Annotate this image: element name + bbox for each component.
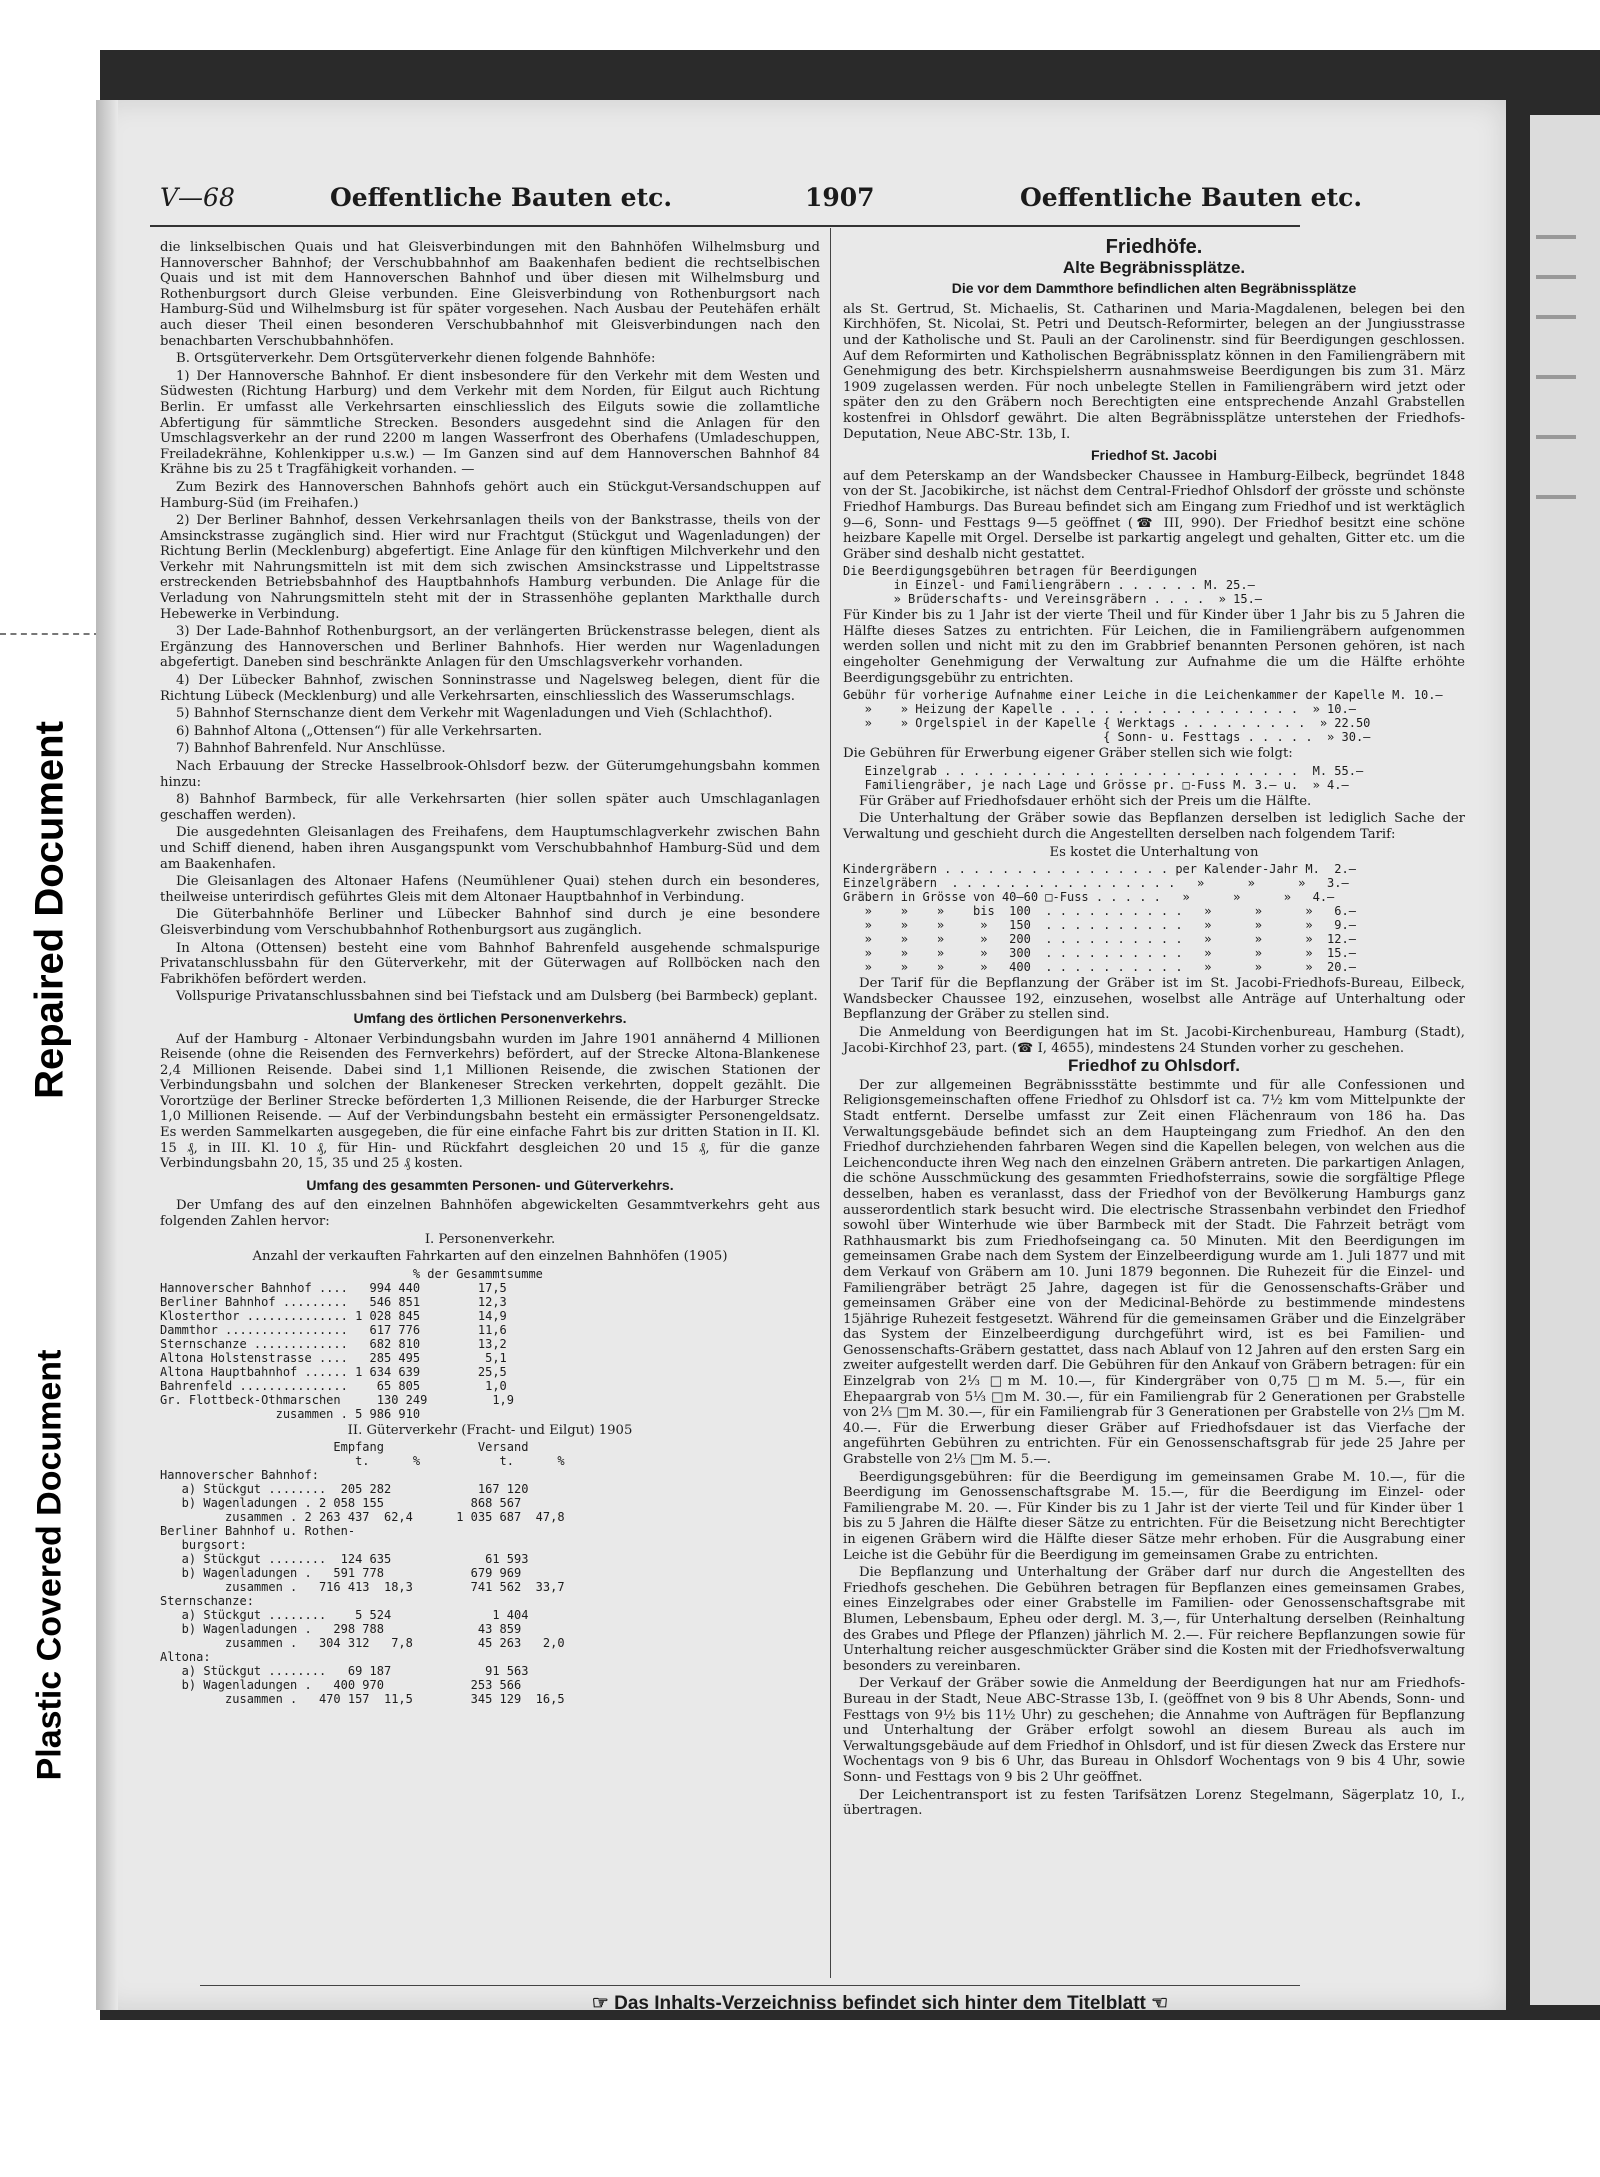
paragraph: Der zur allgemeinen Begräbnissstätte bestimmte und für alle Confessionen und Religionsgemeinschaften offene Friedhof zu Ohlsdorf ist ca. 7½ km vom Mittelpunkte der Stadt entfernt. Derselbe umfasst zur Zeit einen Flächenraum von 186 ha. Das Verwaltungsgebäude befindet sich an dem Haupteingang zum Friedhof. An den den Friedhof durchziehenden fahrbaren Wegen sind die Kapellen belegen, von welchen aus die Leichenconducte ihren Weg nach den einzelnen Gräbern antreten. Die parkartigen Anlagen, die schöne Ausschmückung des gesammten Friedhofsterrains, sowie die sorgfältige Pflege desselben, haben es veranlasst, dass der Friedhof von der Bevölkerung Hamburgs ganz ausserordentlich stark besucht wird. Die electrische Strassenbahn verbindet den Friedhof sowohl über Winterhude wie über Barmbeck mit der Stadt. Die Fahrzeit beträgt vom Rathhausmarkt bis zum Friedhofseingang ca. 50 Minuten. Mit den Beerdigungen im gemeinsamen Grabe nach dem System der Einzelbeerdigung wurde am 1. Juli 1877 und mit dem Verkauf von Gräbern am 10. Juni 1879 begonnen. Die Ruhezeit für die Einzel- und Familiengräber beträgt 25 Jahre, dagegen ist für die Genossenschafts-Gräber und gemeinsamen Gräber eine von der Medicinal-Behörde zu bestimmende mindestens 15jährige Ruhezeit festgesetzt. Während für die gemeinsamen Gräber und die Einzelgräber das System der Einzelbeerdigung durchgeführt wird, ist es bei Familien- und Genossenschafts-Gräbern gestattet, dass nach Ablauf von 12 Jahren auf den ersten Sarg ein zweiter aufgestellt werden darf. Die Gebühren für den Ankauf von Gräbern betragen: für ein Einzelgrab von 2⅓ □m M. 10.—, für Kindergräber von 0,75 □m M. 5.—, für ein Ehepaargrab von 5⅓ □m M. 30.—, für ein Familiengrab für 2 Generationen per Grabstelle von 2⅓ □m M. 30.—, für ein Familiengrab für 3 Generationen per Grabstelle von 2⅓ □m M. 40.—. Für die Erwerbung dieser Gräber auf Friedhofsdauer ist das Vierfache der angeführten Gebühren zu entrichten. Für ein Genossenschaftsgrab für jede 25 Jahre per Grabstelle von 2⅓ □m M. 5.—.	[843, 1077, 1465, 1468]
grave-purchase-fees: Einzelgrab . . . . . . . . . . . . . . . . . . . . . . . . . M. 55.— Familiengräber, je nach Lage und Grösse pr. □-Fuss M. 3.— u. » 4.—	[864, 763, 1364, 792]
paragraph: Für Kinder bis zu 1 Jahr ist der vierte Theil und für Kinder über 1 Jahr bis zu 5 Jahren die Hälfte dieses Satzes zu entrichten. Für Leichen, die in Familiengräbern aufgenommen werden sollen und nicht mit zu den im Grabbrief benannten Personen gehören, ist nach eingeholter Genehmigung der Verwaltung zur Aufnahme die um die Hälfte erhöhte Beerdigungsgebühr zu entrichten.	[843, 608, 1465, 686]
paragraph: Der Verkauf der Gräber sowie die Anmeldung der Beerdigungen hat nur am Friedhofs-Bureau in der Stadt, Neue ABC-Strasse 13b, I. (geöffnet von 9 bis 8 Uhr Abends, Sonn- und Festtags von 9½ bis 11½ Uhr) zu geschehen; die Annahme von Aufträgen für Bepflanzung und Unterhaltung der Gräber erfolgt sowohl an diesem Bureau als auch im Verwaltungsgebäude auf dem Friedhof in Ohlsdorf, und ist für diesen Zweck das Erstere nur Wochentags von 9 bis 6 Uhr, das Bureau in Ohlsdorf Wochentags von 9 bis 4 Uhr, sowie Sonn- und Festtags von 9 bis 2 Uhr geöffnet.	[843, 1676, 1465, 1785]
paragraph: Zum Bezirk des Hannoverschen Bahnhofs gehört auch ein Stückgut-Versandschuppen auf Hamburg-Süd (im Freihafen.)	[160, 479, 820, 511]
repaired-document-label: Repaired Document	[27, 721, 72, 1099]
chapel-fee-list: Gebühr für vorherige Aufnahme einer Leiche in die Leichenkammer der Kapelle M. 10.— » » Heizung der Kapelle . . . . . . . . . . . . . . . . . » 10.— » » Orgelspiel in der Kapelle { Werktags . . . . . . . . . » 22.50 { Sonn- u. Festtags . . . . . » 30.—	[843, 688, 1443, 745]
paragraph: 7) Bahnhof Bahrenfeld. Nur Anschlüsse.	[176, 741, 446, 757]
paragraph: Die Güterbahnhöfe Berliner und Lübecker Bahnhof sind durch je eine besondere Gleisverbindung vom Verschubbahnhof Rothenburgsort aus zugänglich.	[160, 907, 820, 938]
table-title: I. Personenverkehr.	[424, 1231, 556, 1247]
paragraph: Der Leichentransport ist zu festen Tarifsätzen Lorenz Stegelmann, Sägerplatz 10, I., übertragen.	[843, 1787, 1465, 1819]
page-gutter-shade	[96, 100, 118, 2010]
section-heading: Friedhof St. Jacobi	[1090, 447, 1217, 464]
paragraph: Der Tarif für die Bepflanzung der Gräber ist im St. Jacobi-Friedhofs-Bureau, Eilbeck, Wandsbecker Chaussee 192, einzusehen, woselbst alle Anträge auf Unterhaltung oder Bepflanzung der Gräber zu stellen sind.	[843, 976, 1465, 1023]
paragraph: In Altona (Ottensen) besteht eine vom Bahnhof Bahrenfeld ausgehende schmalspurige Privatanschlussbahn für den Güterverkehr, mit der Güterwagen auf Rollböcken nach den Fabrikhöfen befördert werden.	[160, 940, 820, 987]
paragraph: Beerdigungsgebühren: für die Beerdigung im gemeinsamen Grabe M. 10.—, für die Beerdigung im Genossenschaftsgrabe M. 15.—, für die Beerdigung im Einzel- oder Familiengrabe M. 20. —. Für Kinder bis zu 1 Jahr ist der vierte Teil und für Kinder über 1 bis zu 5 Jahren die Hälfte dieser Sätze zu entrichten. Für die Beisetzung nicht Berechtigter in eigenen Gräbern wird die Hälfte dieser Sätze mehr erhoben. Für die Ausgrabung einer Leiche ist die Gebühr für die Beerdigung im gemeinsamen Grabe zu entrichten.	[843, 1469, 1465, 1563]
paragraph: Vollspurige Privatanschlussbahnen sind bei Tiefstack und am Dulsberg (bei Barmbeck) geplant.	[176, 989, 818, 1005]
table-title: II. Güterverkehr (Fracht- und Eilgut) 1905	[347, 1422, 633, 1438]
maintenance-tariff-table: Kindergräbern . . . . . . . . . . . . . . . . per Kalender-Jahr M. 2.— Einzelgräbern . . . . . . . . . . . . . . . . » » » 3.— Gräbern in Grösse von 40—60 □-Fuss . . . . . » » » 4.— » » » bis 100 . . . . . . . . . . » » » 6.— » » » » 150 . . . . . . . . . . » » » 9.— » » » » 200 . . . . . . . . . . » » » 12.— » » » » 300 . . . . . . . . . . » » » 15.— » » » » 400 . . . . . . . . . . » » » 20.—	[843, 862, 1356, 975]
jacobi-fee-list: Die Beerdigungsgebühren betragen für Beerdigungen in Einzel- und Familiengräbern . . . . . . M. 25.— » Brüderschafts- und Vereinsgräbern . . . . » 15.—	[843, 564, 1263, 607]
paragraph: die linkselbischen Quais und hat Gleisverbindungen mit den Bahnhöfen Wilhelmsburg und Hannoverscher Bahnhof; der Verschubbahnhof am Baakenhafen bedient die rechtselbischen Quais und ist mit dem Hannoverschen Bahnhof und über diesen mit Wilhelmsburg und Rothenburgsort durch Gleise verbunden. Eine Gleisverbindung von Rothenburgsort nach Hamburg-Süd und Wilhelmsburg ist für später vorgesehen. Nach Ausbau der Peutehäfen erhält auch dieser Theil einen besonderen Verschubbahnhof mit Gleisverbindungen nach den benachbarten Verschubbahnhöfen.	[160, 240, 820, 349]
paragraph: 6) Bahnhof Altona („Ottensen“) für alle Verkehrsarten.	[176, 723, 543, 739]
section-heading: Friedhof zu Ohlsdorf.	[1068, 1056, 1240, 1076]
side-label-strip	[0, 0, 100, 2177]
header-title-left: Oeffentliche Bauten etc.	[330, 183, 673, 212]
header-title-right: Oeffentliche Bauten etc.	[1020, 183, 1363, 212]
right-column	[843, 236, 1465, 1821]
passenger-table: % der Gesammtsumme Hannoverscher Bahnhof .... 994 440 17,5 Berliner Bahnhof ......... 546 851 12,3 Klosterthor .............. 1 028 845 14,9 Dammthor ................. 617 776 11,6 Sternschanze ............. 682 810 13,2 Altona Holstenstrasse .... 285 495 5,1 Altona Hauptbahnhof ...... 1 634 639 25,5 Bahrenfeld ............... 65 805 1,0 Gr. Flottbeck-Othmarschen 130 249 1,9 zusammen . 5 986 910	[160, 1266, 543, 1421]
paragraph: 1) Der Hannoversche Bahnhof. Er dient insbesondere für den Verkehr mit dem Westen und Südwesten (Richtung Harburg) und dem Verkehr mit dem Norden, für Eilgut auch Richtung Berlin. Er umfasst alle Verkehrsarten einschliesslich des Eilguts sowie die zollamtliche Abfertigung für sämmtliche Strecken. Besonders ausgedehnt sind die Anlagen für den Umschlagsverkehr an der rund 2200 m langen Wasserfront des Oberhafens (Umladeschuppen, Freiladekrähne, Kohlenkipper u.s.w.) — Im Ganzen sind auf dem Hannoverschen Bahnhof 84 Krähne bis zu 25 t Tragfähigkeit vorhanden. —	[160, 368, 820, 478]
left-column	[160, 240, 820, 1708]
paragraph: als St. Gertrud, St. Michaelis, St. Catharinen und Maria-Magdalenen, belegen bei den Kirchhöfen, St. Nicolai, St. Petri und Deutsch-Reformirter, belegen an der Jungiusstrasse und der Katholische und St. Pauli an der Carolinenstr. sind für Beerdigungen geschlossen. Auf dem Reformirten und Katholischen Begräbnissplatz können in den Familiengräbern mit Genehmigung des betr. Kirchspielsherrn ausnahmsweise Beerdigungen bis zum 31. März 1909 zugelassen werden. Für noch unbelegte Stellen in Familiengräbern wird jetzt oder später den zu den Gräbern noch Berechtigten eine entsprechende Anzahl Grabstellen kostenfrei in Ohlsdorf gewährt. Die alten Begräbnissplätze unterstehen der Friedhofs-Deputation, Neue ABC-Str. 13b, I.	[843, 301, 1465, 442]
tariff-heading: Es kostet die Unterhaltung von	[1049, 844, 1259, 860]
plastic-covered-label: Plastic Covered Document	[30, 1349, 69, 1781]
paragraph: Auf der Hamburg - Altonaer Verbindungsbahn wurden im Jahre 1901 annähernd 4 Millionen Reisende (ohne die Reisenden des Fernverkehrs) befördert, auf der Strecke Altona-Blankenese 2,4 Millionen Reisende. Dabei sind 1,1 Millionen Reisende, die zwischen Stationen der Verbindungsbahn und solchen der Blankeneser Strecken verkehrten, doppelt gezählt. Die Vorortzüge der Berliner Strecke beförderten 1,3 Millionen Reisende, die der Harburger Strecke 1,0 Millionen Reisende. — Auf der Verbindungsbahn besteht ein ermässigter Personengeldsatz. Es werden Sammelkarten ausgegeben, die für eine einfache Fahrt bis zur dritten Station in II. Kl. 15 ₰, in III. Kl. 10 ₰, für Hin- und Rückfahrt desgleichen 20 und 15 ₰, für die ganze Verbindungsbahn 20, 15, 35 und 25 ₰ kosten.	[160, 1031, 820, 1172]
paragraph: 5) Bahnhof Sternschanze dient dem Verkehr mit Wagenladungen und Vieh (Schlachthof).	[176, 706, 773, 722]
footer-notice: ☞ Das Inhalts-Verzeichniss befindet sich hinter dem Titelblatt ☜	[591, 1993, 1169, 2014]
section-heading: Umfang des örtlichen Personenverkehrs.	[353, 1009, 627, 1026]
paragraph: Die Bepflanzung und Unterhaltung der Gräber darf nur durch die Angestellten des Friedhofs geschehen. Die Gebühren betragen für Bepflanzen eines gemeinsamen Grabes, eines Einzelgrabes oder einer Grabstelle im Familien- oder Genossenschaftsgrabe mit Blumen, Lebensbaum, Epheu oder dergl. M. 3,—, für Unterhaltung derselben (Reinhaltung des Grabes und Pflege der Pflanzen) jährlich M. 2.—. Für reichere Bepflanzungen sowie für Unterhaltung reicher ausgeschmückter Gräber sind die Kosten mit der Friedhofsverwaltung besonders zu vereinbaren.	[843, 1565, 1465, 1674]
next-page-edge	[1530, 115, 1600, 2005]
label-divider	[0, 633, 100, 635]
paragraph: Die Gebühren für Erwerbung eigener Gräber stellen sich wie folgt:	[843, 746, 1293, 762]
header-rule	[150, 225, 1300, 227]
table-subtitle: Anzahl der verkauften Fahrkarten auf den einzelnen Bahnhöfen (1905)	[252, 1249, 728, 1265]
paragraph: 3) Der Lade-Bahnhof Rothenburgsort, an der verlängerten Brückenstrasse belegen, dient als Ergänzung des Hannoverschen und Berliner Bahnhofs. Hier werden nur Wagenladungen abgefertigt. Daneben sind beschränkte Anlagen für den Umschlagsverkehr vorhanden.	[160, 624, 820, 671]
paragraph: auf dem Peterskamp an der Wandsbecker Chaussee in Hamburg-Eilbeck, begründet 1848 von der St. Jacobikirche, ist nächst dem Central-Friedhof Ohlsdorf der grösste und schönste Friedhof Hamburgs. Das Bureau befindet sich am Eingang zum Friedhof und ist werktäglich 9—6, Sonn- und Festtags 9—5 geöffnet (☎ III, 990). Der Friedhof besitzt eine schöne heizbare Kapelle mit Orgel. Derselbe ist parkartig angelegt und gehalten, Gitter etc. um die Gräber sind deshalb nicht gestattet.	[843, 468, 1465, 562]
footer-rule	[200, 1985, 1300, 1986]
paragraph: 2) Der Berliner Bahnhof, dessen Verkehrsanlagen theils von der Bankstrasse, theils von der Amsinckstrasse zugänglich sind. Hier wird nur Frachtgut (Stückgut und Wagenladungen) der Richtung Berlin (Mecklenburg) abgefertigt. Eine Anlage für den künftigen Milchverkehr und den Verkehr mit Nahrungsmitteln ist mit dem sich zwischen Amsinckstrasse und Lippeltstrasse erstreckenden Betriebsbahnhof des Hauptbahnhofs Hamburg verbunden. Die Anlage für die Verladung von Nahrungsmitteln steht mit der in Strassenhöhe geplanten Markthalle durch Hebewerke in Verbindung.	[160, 513, 820, 622]
paragraph: 4) Der Lübecker Bahnhof, zwischen Sonninstrasse und Nagelsweg belegen, dient für die Richtung Lübeck (Mecklenburg) und alle Verkehrsarten, einschliesslich des Wasserumschlags.	[160, 673, 820, 704]
paragraph: B. Ortsgüterverkehr. Dem Ortsgüterverkehr dienen folgende Bahnhöfe:	[176, 351, 656, 367]
section-title: Friedhöfe.	[1105, 236, 1203, 258]
paragraph: Die ausgedehnten Gleisanlagen des Freihafens, dem Hauptumschlagverkehr zwischen Bahn und Schiff dienend, haben ihren Ausgangspunkt vom Verschubbahnhof Hamburg-Süd und dem am Baakenhafen.	[160, 825, 820, 872]
paragraph: Die Anmeldung von Beerdigungen hat im St. Jacobi-Kirchenbureau, Hamburg (Stadt), Jacobi-Kirchhof 23, part. (☎ I, 4655), mindestens 24 Stunden vorher zu geschehen.	[843, 1025, 1465, 1056]
header-year: 1907	[805, 183, 875, 212]
page-number: V—68	[160, 183, 235, 212]
column-divider	[830, 228, 831, 1978]
paragraph: Für Gräber auf Friedhofsdauer erhöht sich der Preis um die Hälfte.	[859, 793, 1312, 809]
paragraph: Die Gleisanlagen des Altonaer Hafens (Neumühlener Quai) stehen durch ein besonderes, theilweise unterirdisch geführtes Gleis mit dem Altonaer Hauptbahnhof in Verbindung.	[160, 874, 820, 905]
section-subtitle: Alte Begräbnissplätze.	[1062, 257, 1246, 277]
paragraph: 8) Bahnhof Barmbeck, für alle Verkehrsarten (hier sollen später auch Umschlaganlagen geschaffen werden).	[160, 792, 820, 823]
paragraph: Die Unterhaltung der Gräber sowie das Bepflanzen derselben ist lediglich Sache der Verwaltung und geschieht durch die Angestellten derselben nach folgendem Tarif:	[843, 811, 1465, 843]
section-heading: Die vor dem Dammthore befindlichen alten Begräbnissplätze	[951, 280, 1357, 297]
paragraph: Nach Erbauung der Strecke Hasselbrook-Ohlsdorf bezw. der Güterumgehungsbahn kommen hinzu:	[160, 759, 820, 790]
page-header	[160, 183, 1363, 223]
freight-table: Empfang Versand t. % t. % Hannoverscher Bahnhof: a) Stückgut ........ 205 282 167 120 b) Wagenladungen . 2 058 155 868 567 zusammen . 2 263 437 62,4 1 035 687 47,8 Berliner Bahnhof u. Rothen- burgsort: a) Stückgut ........ 124 635 61 593 b) Wagenladungen . 591 778 679 969 zusammen . 716 413 18,3 741 562 33,7 Sternschanze: a) Stückgut ........ 5 524 1 404 b) Wagenladungen . 298 788 43 859 zusammen . 304 312 7,8 45 263 2,0 Altona: a) Stückgut ........ 69 187 91 563 b) Wagenladungen . 400 970 253 566 zusammen . 470 157 11,5 345 129 16,5	[160, 1440, 565, 1707]
paragraph: Der Umfang des auf den einzelnen Bahnhöfen abgewickelten Gesammtverkehrs geht aus folgenden Zahlen hervor:	[160, 1198, 820, 1230]
section-heading: Umfang des gesammten Personen- und Güterverkehrs.	[306, 1176, 674, 1193]
